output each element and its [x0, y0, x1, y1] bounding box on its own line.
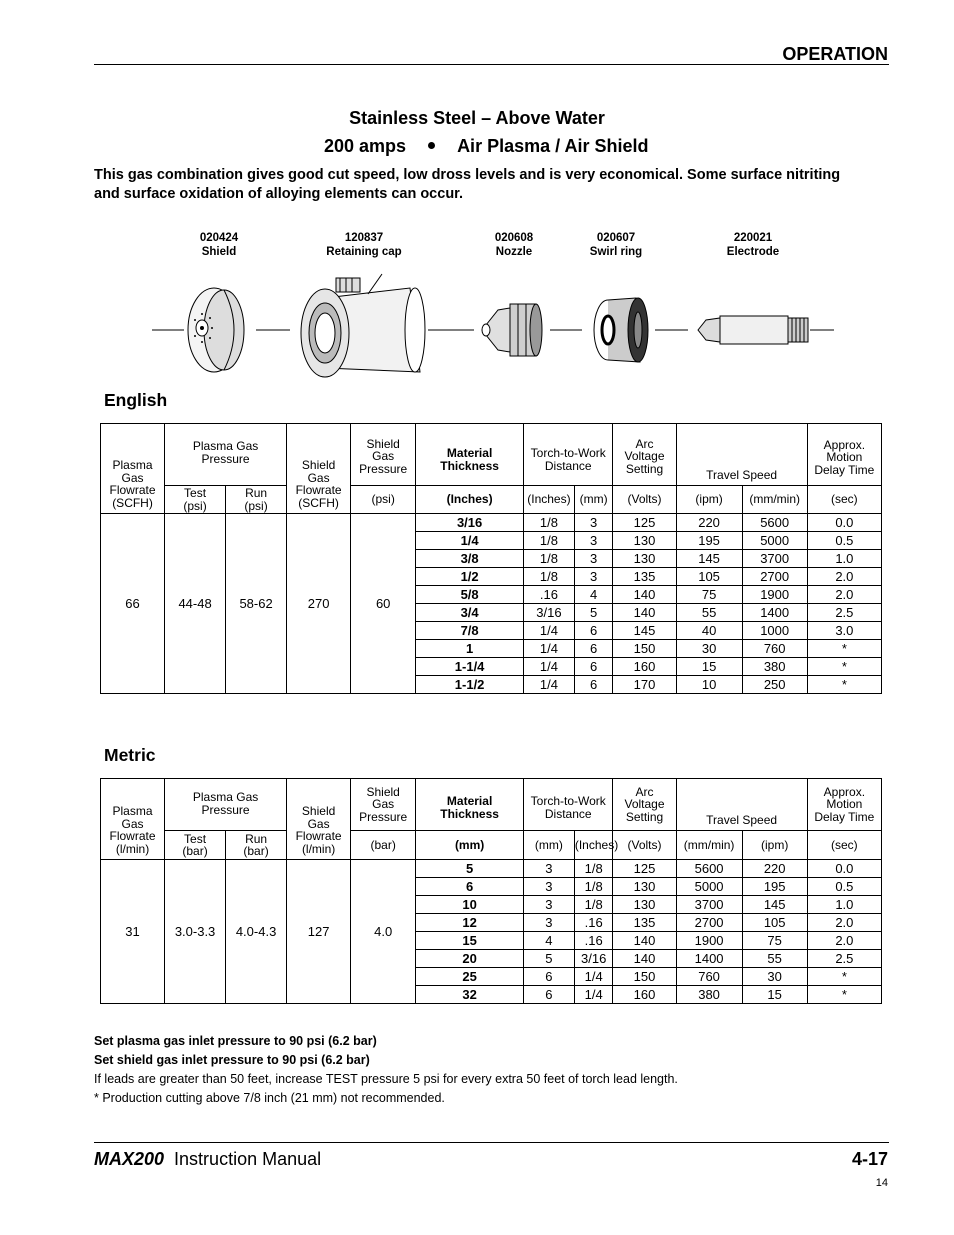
cell-shield-flow: 127: [287, 860, 351, 1004]
cell-delay-time: 0.5: [807, 532, 881, 550]
note-plasma-pressure: Set plasma gas inlet pressure to 90 psi (6.2 bar): [94, 1034, 377, 1048]
cell-travel-speed-2: 195: [742, 878, 807, 896]
header-text: Gas: [121, 816, 144, 831]
header-text: Material: [446, 794, 493, 808]
cell-delay-time: 1.0: [807, 896, 881, 914]
cell-torch-distance-1: 1/8: [524, 514, 575, 532]
cell-torch-distance-2: 3: [574, 532, 613, 550]
cell-material-thickness: 1/2: [416, 568, 524, 586]
col-run: [226, 831, 287, 860]
part-name: Nozzle: [495, 246, 533, 258]
col-delay-time: [807, 779, 881, 831]
cell-material-thickness: 5: [416, 860, 524, 878]
header-text: Motion: [826, 450, 863, 465]
cell-delay-time: 2.0: [807, 568, 881, 586]
cell-travel-speed-2: 30: [742, 968, 807, 986]
cell-arc-voltage: 140: [613, 586, 676, 604]
header-text: Motion: [826, 797, 863, 812]
cell-run: 58-62: [226, 514, 287, 694]
amps-label: 200 amps: [324, 136, 407, 156]
cell-travel-speed-1: 380: [676, 986, 742, 1004]
cell-material-thickness: 15: [416, 932, 524, 950]
cell-torch-distance-2: 1/4: [574, 986, 613, 1004]
bullet-icon: [428, 142, 435, 149]
cell-material-thickness: 6: [416, 878, 524, 896]
cell-travel-speed-1: 5600: [676, 860, 742, 878]
col-plasma-pressure: [165, 424, 287, 486]
metric-heading: Metric: [104, 745, 156, 765]
cell-material-thickness: 1-1/4: [416, 658, 524, 676]
cell-travel-speed-2: 5000: [742, 532, 807, 550]
cell-torch-distance-2: 3: [574, 550, 613, 568]
note-lead-length: If leads are greater than 50 feet, increase TEST pressure 5 psi for every extra 50 feet of torch lead length.: [94, 1072, 678, 1086]
cell-delay-time: 0.0: [807, 860, 881, 878]
cell-material-thickness: 3/16: [416, 514, 524, 532]
cell-arc-voltage: 135: [613, 568, 676, 586]
model-name: MAX200: [94, 1149, 165, 1169]
footer-rule: [94, 1142, 889, 1143]
cell-torch-distance-1: 1/4: [524, 640, 575, 658]
header-text: Shield: [366, 784, 400, 799]
cell-travel-speed-2: 220: [742, 860, 807, 878]
cell-shield-flow: 270: [287, 514, 351, 694]
cell-torch-distance-2: 3: [574, 568, 613, 586]
cell-torch-distance-2: .16: [574, 914, 613, 932]
header-text: Gas: [372, 449, 395, 464]
cell-torch-distance-1: 1/4: [524, 622, 575, 640]
cell-torch-distance-2: 5: [574, 604, 613, 622]
notes: [94, 1032, 678, 1108]
part-name: Electrode: [726, 246, 780, 258]
cell-torch-distance-1: 3: [524, 896, 575, 914]
cell-arc-voltage: 125: [613, 514, 676, 532]
cell-travel-speed-1: 145: [676, 550, 742, 568]
cell-torch-distance-1: 3: [524, 914, 575, 932]
header-text: Flowrate: [109, 829, 156, 843]
cell-arc-voltage: 140: [613, 932, 676, 950]
cell-torch-distance-2: 6: [574, 640, 613, 658]
header-text: Pressure: [201, 451, 250, 466]
cell-torch-distance-1: 1/8: [524, 568, 575, 586]
cell-torch-distance-2: 6: [574, 622, 613, 640]
cell-material-thickness: 7/8: [416, 622, 524, 640]
cell-travel-speed-1: 2700: [676, 914, 742, 932]
cell-material-thickness: 25: [416, 968, 524, 986]
cell-torch-distance-2: 1/4: [574, 968, 613, 986]
cell-torch-distance-2: 3/16: [574, 950, 613, 968]
col-plasma-flow: [101, 779, 165, 860]
cell-delay-time: *: [807, 986, 881, 1004]
col-plasma-pressure: [165, 779, 287, 831]
cell-delay-time: *: [807, 676, 881, 694]
cell-travel-speed-1: 5000: [676, 878, 742, 896]
cell-torch-distance-1: 1/4: [524, 658, 575, 676]
part-label-retaining-cap: [304, 231, 424, 259]
cell-delay-time: 1.0: [807, 550, 881, 568]
part-label-swirl-ring: [556, 231, 676, 259]
header-text: Gas: [307, 816, 330, 831]
cell-test: 3.0-3.3: [165, 860, 226, 1004]
english-heading: English: [104, 390, 168, 410]
part-label-electrode: [693, 231, 813, 259]
header-text: Plasma Gas: [192, 439, 259, 453]
cell-travel-speed-1: 3700: [676, 896, 742, 914]
manual-label: Instruction Manual: [174, 1149, 322, 1169]
unit-shield-pressure: (psi): [351, 486, 416, 514]
part-number: 020424: [199, 232, 239, 244]
retaining-cap-part-icon: [301, 274, 425, 377]
header-text: Voltage: [624, 449, 665, 464]
cell-travel-speed-2: 1000: [742, 622, 807, 640]
cell-arc-voltage: 160: [613, 986, 676, 1004]
cell-torch-distance-2: 6: [574, 676, 613, 694]
unit-material: (mm): [416, 831, 524, 860]
cell-travel-speed-1: 1400: [676, 950, 742, 968]
cell-torch-distance-1: 3: [524, 878, 575, 896]
electrode-part-icon: [698, 316, 808, 344]
cell-travel-speed-1: 15: [676, 658, 742, 676]
col-shield-flow: [287, 424, 351, 514]
cell-delay-time: 0.0: [807, 514, 881, 532]
table-row: [101, 514, 882, 532]
cell-travel-speed-1: 75: [676, 586, 742, 604]
header-text: Gas: [307, 470, 330, 485]
col-plasma-flow: [101, 424, 165, 514]
gas-label: Air Plasma / Air Shield: [457, 136, 649, 156]
unit-torch-2: (mm): [574, 486, 613, 514]
cell-plasma-flow: 31: [101, 860, 165, 1004]
cell-torch-distance-2: 3: [574, 514, 613, 532]
cell-torch-distance-1: 3/16: [524, 604, 575, 622]
header-text: (l/min): [301, 841, 336, 856]
header-text: Delay Time: [814, 462, 875, 477]
cell-arc-voltage: 140: [613, 950, 676, 968]
cell-torch-distance-2: 1/8: [574, 896, 613, 914]
cell-material-thickness: 20: [416, 950, 524, 968]
cell-torch-distance-1: 1/8: [524, 532, 575, 550]
cell-torch-distance-1: 4: [524, 932, 575, 950]
col-arc-voltage: [613, 424, 676, 486]
header-text: (bar): [243, 844, 269, 858]
header-text: Thickness: [440, 458, 499, 473]
header-text: (psi): [183, 498, 207, 513]
cell-travel-speed-1: 10: [676, 676, 742, 694]
cell-delay-time: 2.0: [807, 586, 881, 604]
header-text: Pressure: [359, 461, 408, 476]
cell-material-thickness: 3/8: [416, 550, 524, 568]
page-number: 4-17: [851, 1149, 888, 1169]
header-text: Flowrate: [295, 829, 342, 843]
cell-material-thickness: 1: [416, 640, 524, 658]
header-text: Flowrate: [295, 483, 342, 497]
cell-travel-speed-2: 75: [742, 932, 807, 950]
cell-torch-distance-2: 4: [574, 586, 613, 604]
header-text: Approx.: [823, 784, 866, 799]
part-name: Retaining cap: [326, 246, 402, 258]
header-text: Material: [446, 446, 493, 460]
table-row: [101, 860, 882, 878]
unit-torch-2: (Inches): [574, 831, 613, 860]
header-text: Setting: [625, 809, 664, 824]
page-title: Stainless Steel – Above Water: [349, 108, 605, 128]
unit-torch-1: (Inches): [524, 486, 575, 514]
part-number: 120837: [344, 232, 384, 244]
unit-arc: (Volts): [613, 486, 676, 514]
sheet-number: 14: [875, 1177, 888, 1189]
unit-arc: (Volts): [613, 831, 676, 860]
english-table-body: [101, 514, 882, 694]
cell-arc-voltage: 145: [613, 622, 676, 640]
header-rule: [94, 64, 889, 65]
cell-arc-voltage: 140: [613, 604, 676, 622]
cell-arc-voltage: 130: [613, 878, 676, 896]
col-test: [165, 831, 226, 860]
cell-delay-time: *: [807, 640, 881, 658]
header-text: (psi): [244, 498, 268, 513]
header-text: Run: [245, 486, 268, 500]
cell-run: 4.0-4.3: [226, 860, 287, 1004]
cell-torch-distance-2: 1/8: [574, 860, 613, 878]
header-text: Plasma Gas: [192, 790, 259, 804]
header-text: Shield: [301, 458, 336, 472]
nozzle-part-icon: [482, 304, 542, 356]
cell-arc-voltage: 135: [613, 914, 676, 932]
cell-travel-speed-2: 250: [742, 676, 807, 694]
cell-torch-distance-1: 1/8: [524, 550, 575, 568]
cell-travel-speed-2: 3700: [742, 550, 807, 568]
header-text: Shield: [366, 436, 400, 451]
header-text: (SCFH): [112, 495, 153, 510]
cell-travel-speed-1: 220: [676, 514, 742, 532]
unit-travel-2: (ipm): [742, 831, 807, 860]
metric-table: [100, 778, 882, 1004]
cell-material-thickness: 1-1/2: [416, 676, 524, 694]
cell-travel-speed-1: 1900: [676, 932, 742, 950]
cell-arc-voltage: 130: [613, 896, 676, 914]
col-delay-time: [807, 424, 881, 486]
cell-delay-time: 2.5: [807, 950, 881, 968]
header-text: Plasma: [112, 458, 153, 472]
cell-travel-speed-2: 145: [742, 896, 807, 914]
header-text: Arc: [635, 436, 654, 451]
cell-arc-voltage: 130: [613, 550, 676, 568]
header-text: (l/min): [115, 841, 150, 856]
note-shield-pressure: Set shield gas inlet pressure to 90 psi (6.2 bar): [94, 1053, 370, 1067]
cell-travel-speed-1: 760: [676, 968, 742, 986]
cell-travel-speed-1: 40: [676, 622, 742, 640]
header-text: Pressure: [201, 802, 250, 817]
part-number: 020607: [596, 232, 636, 244]
cell-delay-time: 2.0: [807, 932, 881, 950]
part-name: Swirl ring: [589, 246, 643, 258]
part-number: 020608: [494, 232, 534, 244]
cell-material-thickness: 10: [416, 896, 524, 914]
cell-delay-time: *: [807, 658, 881, 676]
cell-torch-distance-2: 6: [574, 658, 613, 676]
header-text: Voltage: [624, 797, 665, 812]
cell-arc-voltage: 130: [613, 532, 676, 550]
cell-delay-time: *: [807, 968, 881, 986]
cell-arc-voltage: 170: [613, 676, 676, 694]
header-text: Flowrate: [109, 483, 156, 497]
cell-travel-speed-2: 5600: [742, 514, 807, 532]
cell-torch-distance-2: .16: [574, 932, 613, 950]
header-text: Test: [184, 486, 207, 500]
part-number: 220021: [733, 232, 773, 244]
cell-material-thickness: 1/4: [416, 532, 524, 550]
cell-travel-speed-1: 55: [676, 604, 742, 622]
cell-torch-distance-1: 6: [524, 986, 575, 1004]
cell-test: 44-48: [165, 514, 226, 694]
col-material-thickness: [416, 424, 524, 486]
cell-torch-distance-1: 6: [524, 968, 575, 986]
metric-table-body: [101, 860, 882, 1004]
unit-travel-2: (mm/min): [742, 486, 807, 514]
cell-travel-speed-2: 1400: [742, 604, 807, 622]
shield-part-icon: [188, 288, 244, 372]
header-text: Test: [184, 831, 207, 846]
cell-travel-speed-2: 2700: [742, 568, 807, 586]
header-text: Plasma: [112, 804, 153, 818]
header-text: Distance: [544, 458, 592, 473]
cell-torch-distance-1: 3: [524, 860, 575, 878]
cell-travel-speed-2: 380: [742, 658, 807, 676]
cell-delay-time: 2.5: [807, 604, 881, 622]
unit-torch-1: (mm): [524, 831, 575, 860]
cell-arc-voltage: 150: [613, 640, 676, 658]
cell-torch-distance-1: .16: [524, 586, 575, 604]
cell-travel-speed-2: 15: [742, 986, 807, 1004]
header-text: Setting: [625, 461, 664, 476]
unit-shield-pressure: (bar): [351, 831, 416, 860]
header-text: Run: [245, 831, 268, 846]
cell-torch-distance-1: 5: [524, 950, 575, 968]
cell-delay-time: 0.5: [807, 878, 881, 896]
header-text: Torch-to-Work: [530, 446, 606, 460]
cell-material-thickness: 5/8: [416, 586, 524, 604]
cell-material-thickness: 12: [416, 914, 524, 932]
col-material-thickness: [416, 779, 524, 831]
header-text: Distance: [544, 806, 592, 821]
header-text: Shield: [301, 804, 336, 818]
header-text: Gas: [372, 797, 395, 812]
cell-torch-distance-2: 1/8: [574, 878, 613, 896]
cell-travel-speed-1: 30: [676, 640, 742, 658]
cell-arc-voltage: 160: [613, 658, 676, 676]
part-name: Shield: [201, 246, 237, 258]
cell-travel-speed-2: 1900: [742, 586, 807, 604]
col-travel-speed: Travel Speed: [676, 779, 807, 831]
header-text: Torch-to-Work: [530, 794, 606, 808]
cell-travel-speed-1: 105: [676, 568, 742, 586]
note-production: * Production cutting above 7/8 inch (21 mm) not recommended.: [94, 1091, 445, 1105]
cell-material-thickness: 3/4: [416, 604, 524, 622]
col-arc-voltage: [613, 779, 676, 831]
cell-material-thickness: 32: [416, 986, 524, 1004]
page-subtitle: [324, 136, 648, 157]
header-text: Gas: [121, 470, 144, 485]
col-torch-distance: [524, 779, 613, 831]
col-shield-flow: [287, 779, 351, 860]
col-torch-distance: [524, 424, 613, 486]
unit-material: (Inches): [416, 486, 524, 514]
unit-delay: (sec): [807, 831, 881, 860]
part-label-shield: [159, 231, 279, 259]
english-table: [100, 423, 882, 694]
col-run: [226, 486, 287, 514]
header-text: Thickness: [440, 806, 499, 821]
cell-shield-pressure: 4.0: [351, 860, 416, 1004]
header-text: Approx.: [823, 437, 866, 452]
cell-plasma-flow: 66: [101, 514, 165, 694]
cell-shield-pressure: 60: [351, 514, 416, 694]
unit-delay: (sec): [807, 486, 881, 514]
consumables-illustration: [140, 268, 840, 386]
unit-travel-1: (mm/min): [676, 831, 742, 860]
cell-travel-speed-1: 195: [676, 532, 742, 550]
col-travel-speed: Travel Speed: [676, 424, 807, 486]
cell-arc-voltage: 125: [613, 860, 676, 878]
cell-torch-distance-1: 1/4: [524, 676, 575, 694]
header-text: Arc: [635, 784, 654, 799]
cell-arc-voltage: 150: [613, 968, 676, 986]
header-text: Pressure: [359, 809, 408, 824]
col-shield-pressure: [351, 779, 416, 831]
cell-delay-time: 2.0: [807, 914, 881, 932]
unit-travel-1: (ipm): [676, 486, 742, 514]
cell-delay-time: 3.0: [807, 622, 881, 640]
header-text: (SCFH): [298, 495, 339, 510]
cell-travel-speed-2: 760: [742, 640, 807, 658]
intro-paragraph: This gas combination gives good cut speed, low dross levels and is very economical. Some surface nitriting and surface oxidation of alloying elements can occur.: [94, 167, 841, 202]
section-title: OPERATION: [782, 44, 888, 64]
col-shield-pressure: [351, 424, 416, 486]
cell-travel-speed-2: 105: [742, 914, 807, 932]
header-text: (bar): [182, 844, 208, 858]
swirl-ring-part-icon: [594, 298, 648, 362]
header-text: Delay Time: [814, 809, 875, 824]
cell-travel-speed-2: 55: [742, 950, 807, 968]
col-test: [165, 486, 226, 514]
